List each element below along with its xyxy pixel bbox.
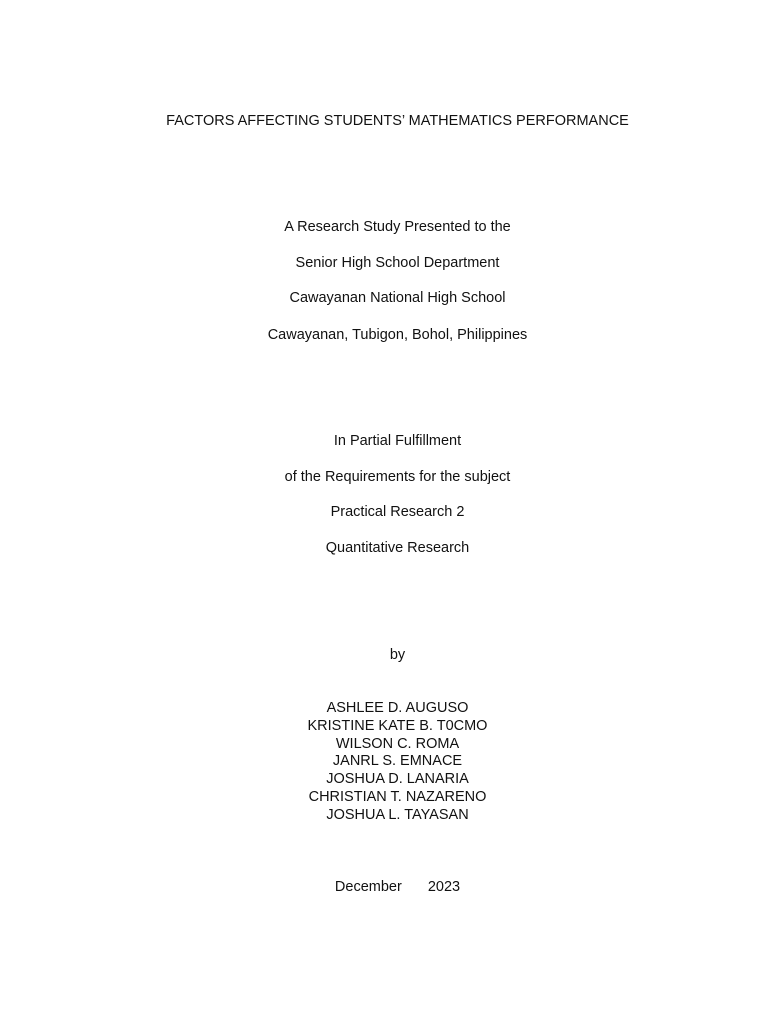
submission-date bbox=[0, 878, 768, 896]
author-name: WILSON C. ROMA bbox=[335, 735, 460, 752]
fulfillment-line-4: Quantitative Research bbox=[325, 540, 470, 556]
fulfillment-line-1: In Partial Fulfillment bbox=[333, 433, 462, 449]
author-name: ASHLEE D. AUGUSO bbox=[326, 700, 469, 716]
date-month: December bbox=[334, 879, 402, 895]
fulfillment-line-3: Practical Research 2 bbox=[330, 504, 465, 520]
fulfillment-line-2: of the Requirements for the subject bbox=[284, 469, 511, 485]
author-name: JOSHUA D. LANARIA bbox=[326, 771, 469, 788]
by-label: by bbox=[389, 647, 406, 663]
presentation-line-1: A Research Study Presented to the bbox=[284, 219, 511, 235]
author-name: JOSHUA L. TAYASAN bbox=[326, 806, 469, 823]
author-list bbox=[0, 700, 768, 825]
presentation-line-2: Senior High School Department bbox=[295, 255, 500, 271]
date-year: 2023 bbox=[427, 879, 461, 895]
author-name: KRISTINE KATE B. T0CMO bbox=[307, 717, 488, 734]
presentation-line-3: Cawayanan National High School bbox=[289, 290, 506, 306]
author-name: JANRL S. EMNACE bbox=[332, 753, 463, 770]
author-name: CHRISTIAN T. NAZARENO bbox=[308, 788, 487, 805]
research-title: FACTORS AFFECTING STUDENTS’ MATHEMATICS PERFORMANCE bbox=[166, 113, 629, 129]
presentation-line-4: Cawayanan, Tubigon, Bohol, Philippines bbox=[267, 327, 528, 343]
